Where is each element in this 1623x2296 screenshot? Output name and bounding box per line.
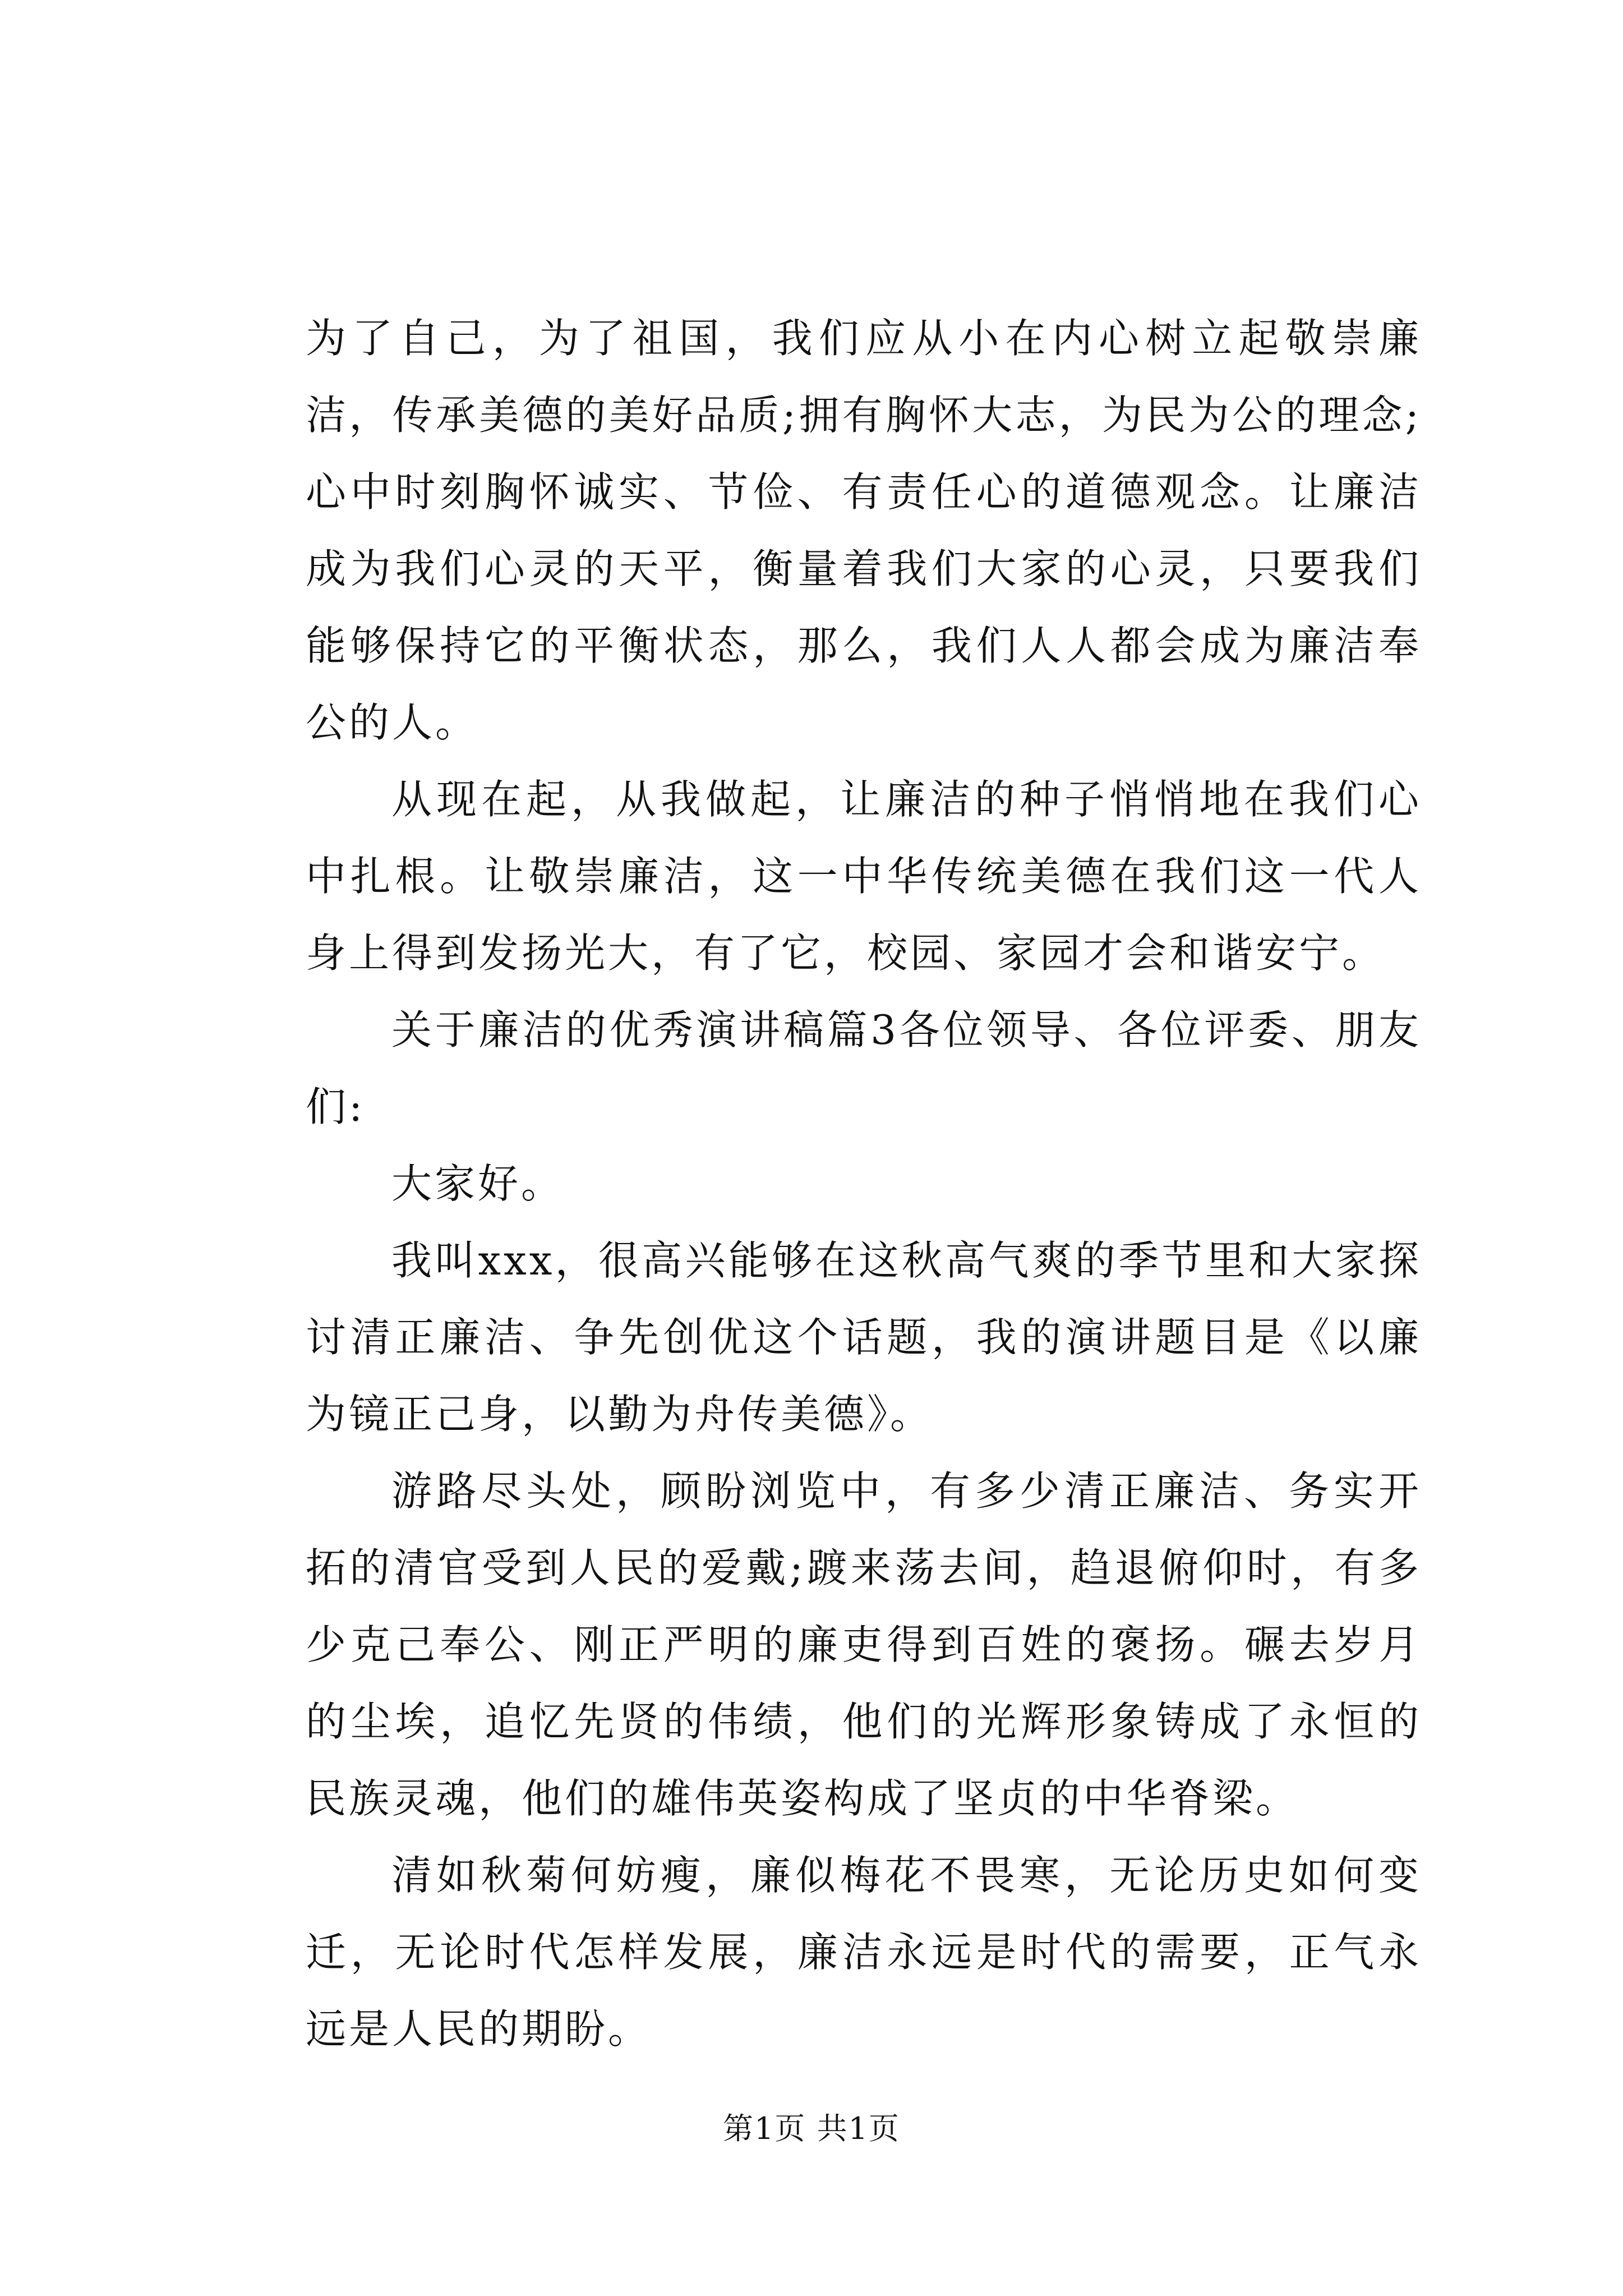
- paragraph: 大家好。: [391, 1160, 565, 1207]
- paragraph: 从现在起，从我做起，让廉洁的种子悄悄地在我们心中扎根。让敬崇廉洁，这一中华传统美德在我们这一代人身上得到发扬光大，有了它，校园、家园才会和谐安宁。: [306, 776, 1422, 977]
- paragraph: 游路尽头处，顾盼浏览中，有多少清正廉洁、务实开拓的清官受到人民的爱戴;踱来荡去间，趋退俯仰时，有多少克己奉公、刚正严明的廉吏得到百姓的褒扬。碾去岁月的尘埃，追忆先贤的伟绩，他们的光辉形象铸成了永恒的民族灵魂，他们的雄伟英姿构成了坚贞的中华脊梁。: [306, 1467, 1422, 1822]
- paragraph: 关于廉洁的优秀演讲稿篇3各位领导、各位评委、朋友们:: [306, 1006, 1422, 1130]
- document-body: [306, 300, 1422, 2068]
- paragraph: 为了自己，为了祖国，我们应从小在内心树立起敬崇廉洁，传承美德的美好品质;拥有胸怀大志，为民为公的理念;心中时刻胸怀诚实、节俭、有责任心的道德观念。让廉洁成为我们心灵的天平，衡量着我们大家的心灵，只要我们能够保持它的平衡状态，那么，我们人人都会成为廉洁奉公的人。: [306, 315, 1422, 746]
- paragraph: 清如秋菊何妨瘦，廉似梅花不畏寒，无论历史如何变迁，无论时代怎样发展，廉洁永远是时代的需要，正气永远是人民的期盼。: [306, 1852, 1422, 2053]
- page-footer: 第1页 共1页: [723, 2111, 900, 2146]
- paragraph: 我叫xxx，很高兴能够在这秋高气爽的季节里和大家探讨清正廉洁、争先创优这个话题，我的演讲题目是《以廉为镜正己身，以勤为舟传美德》。: [306, 1237, 1422, 1438]
